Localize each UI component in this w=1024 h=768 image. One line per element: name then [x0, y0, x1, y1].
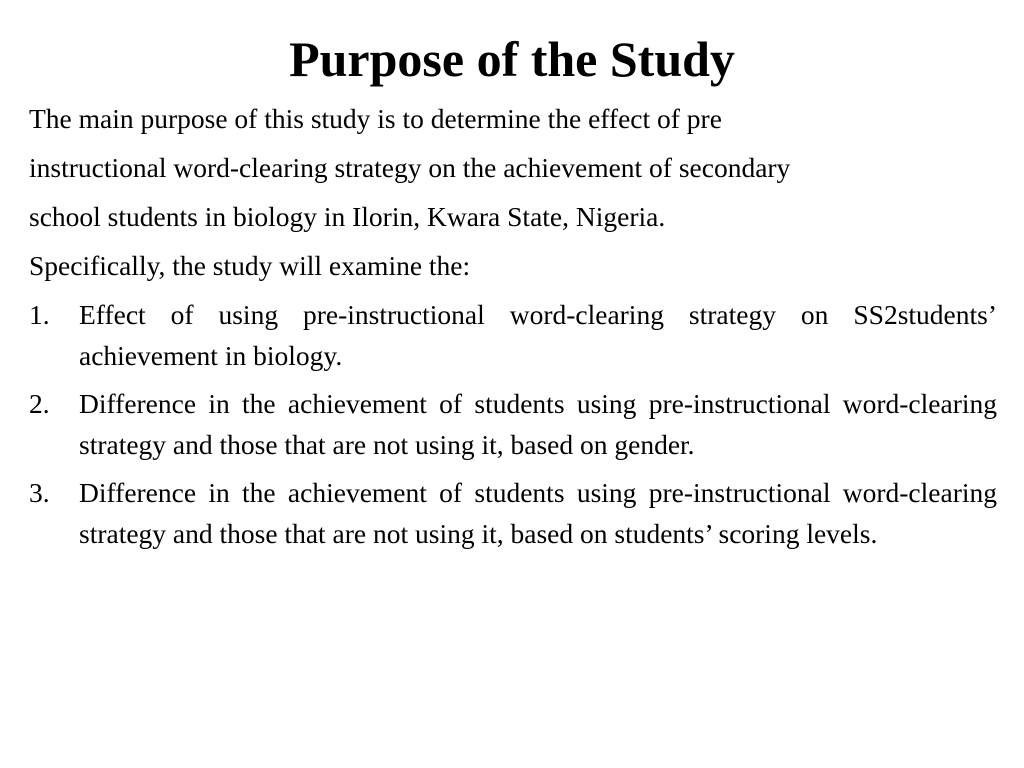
list-item-text: Difference in the achievement of students using pre-instructional word-clearing strategy and those that are not using it, based on students’ scoring levels. [79, 477, 997, 549]
list-item-number: 1. [29, 299, 50, 330]
paragraph-line: The main purpose of this study is to determine the effect of pre [29, 103, 722, 134]
slide-body [29, 94, 997, 554]
objectives-list [29, 294, 997, 554]
list-item [29, 472, 997, 554]
list-item-number: 2. [29, 388, 50, 419]
paragraph-line: Specifically, the study will examine the: [29, 250, 471, 281]
paragraph-line: school students in biology in Ilorin, Kwara State, Nigeria. [29, 201, 666, 232]
list-item-text: Difference in the achievement of students using pre-instructional word-clearing strategy and those that are not using it, based on gender. [79, 388, 997, 460]
list-item-number: 3. [29, 477, 50, 508]
list-item-text: Effect of using pre-instructional word-clearing strategy on SS2students’ achievement in biology. [79, 299, 997, 371]
paragraph-line: instructional word-clearing strategy on the achievement of secondary [29, 152, 791, 183]
list-item [29, 383, 997, 465]
list-item [29, 294, 997, 376]
slide-title: Purpose of the Study [289, 31, 735, 87]
